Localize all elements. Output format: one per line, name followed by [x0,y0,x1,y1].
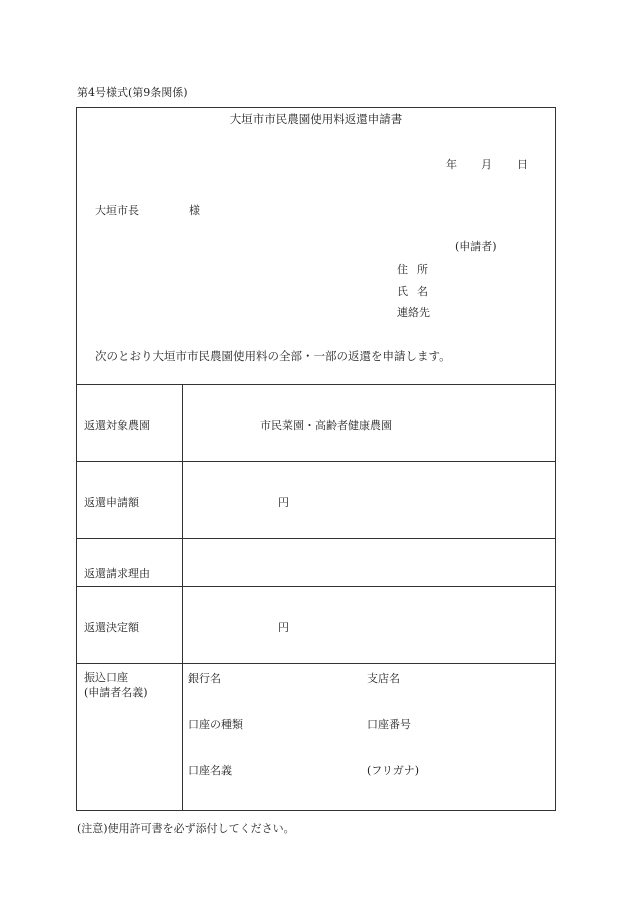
account-holder-note: (申請者名義) [84,686,148,699]
account-number-label: 口座番号 [367,718,411,731]
requested-amount-unit: 円 [278,496,289,509]
divider [77,538,555,539]
date-day-label: 日 [517,158,528,171]
attachment-note: (注意)使用許可書を必ず添付してください。 [77,822,295,835]
application-form [76,107,556,811]
date-month-label: 月 [481,158,492,171]
branch-name-label: 支店名 [367,672,400,685]
form-number: 第4号様式(第9条関係) [77,86,188,99]
divider [77,461,555,462]
column-divider [182,384,183,810]
decided-amount-unit: 円 [278,621,289,634]
divider [77,586,555,587]
applicant-label: (申請者) [455,240,497,253]
decided-amount-label: 返還決定額 [84,621,139,634]
target-farm-label: 返還対象農園 [84,419,150,432]
reason-label: 返還請求理由 [84,567,150,580]
account-type-label: 口座の種類 [188,718,243,731]
account-holder-label: 口座名義 [188,764,232,777]
addressee: 大垣市長 [95,204,139,217]
applicant-name-label: 氏名 [397,285,437,298]
furigana-label: (フリガナ) [367,764,420,777]
account-label: 振込口座 [84,671,128,684]
bank-name-label: 銀行名 [188,672,221,685]
target-farm-options[interactable]: 市民菜園・高齢者健康農園 [260,419,392,432]
date-year-label: 年 [446,158,457,171]
honorific: 様 [189,204,200,217]
requested-amount-label: 返還申請額 [84,496,139,509]
applicant-contact-label: 連絡先 [397,306,430,319]
application-statement: 次のとおり大垣市市民農園使用料の全部・一部の返還を申請します。 [95,349,451,363]
applicant-address-label: 住所 [397,263,437,276]
divider [77,663,555,664]
divider [77,384,555,385]
form-title: 大垣市市民農園使用料返還申請書 [229,112,403,126]
